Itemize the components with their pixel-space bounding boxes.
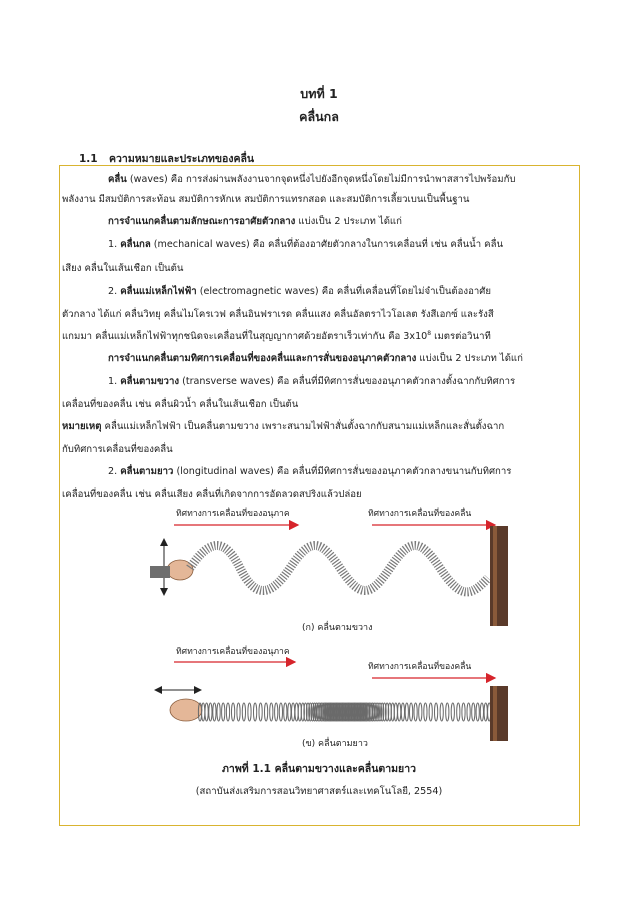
transverse-wave-illustration (150, 508, 510, 633)
fig-b-caption: (ข) คลื่นตามยาว (302, 739, 368, 749)
fig-a-particle-label: ทิศทางการเคลื่อนที่ของอนุภาค (176, 509, 290, 519)
classification-direction: การจำแนกคลื่นตามทิศการเคลื่อนที่ของคลื่นและการสั่นของอนุภาคตัวกลาง แบ่งเป็น 2 ประเภท ได้แก่ (108, 353, 523, 364)
note-line2: กับทิศการเคลื่อนที่ของคลื่น (62, 444, 173, 455)
fig-b-particle-label: ทิศทางการเคลื่อนที่ของอนุภาค (176, 647, 290, 657)
wall-block-b (490, 686, 508, 741)
mechanical-waves-line1: 1. คลื่นกล (mechanical waves) คือ คลื่นที่ต้องอาศัยตัวกลางในการเคลื่อนที่ เช่น คลื่นน้ำ คลื่น (108, 239, 504, 250)
para-waves-line1: คลื่น (waves) คือ การส่งผ่านพลังงานจากจุดหนึ่งไปยังอีกจุดหนึ่งโดยไม่มีการนำพาสสารไปพร้อมกับ (108, 174, 516, 185)
spring-wave (190, 546, 488, 592)
transverse-waves-line1: 1. คลื่นตามขวาง (transverse waves) คือ คลื่นที่มีทิศการสั่นของอนุภาคตัวกลางตั้งฉากกับทิศการ (108, 376, 516, 387)
em-waves-line1: 2. คลื่นแม่เหล็กไฟฟ้า (electromagnetic waves) คือ คลื่นที่เคลื่อนที่โดยไม่จำเป็นต้องอาศัย (108, 286, 491, 297)
chapter-number: บทที่ 1 (300, 86, 338, 101)
figure-transverse-wave (150, 508, 510, 633)
fig-a-caption: (ก) คลื่นตามขวาง (302, 623, 373, 633)
wall-block (490, 526, 508, 626)
figure-caption: ภาพที่ 1.1 คลื่นตามขวางและคลื่นตามยาว (222, 763, 416, 775)
em-waves-line2: ตัวกลาง ได้แก่ คลื่นวิทยุ คลื่นไมโครเวฟ คลื่นอินฟราเรด คลื่นแสง คลื่นอัลตราไวโอเลต รังสีเอกซ์ และรังสี (62, 309, 494, 320)
mechanical-waves-line2: เสียง คลื่นในเส้นเชือก เป็นต้น (62, 263, 184, 274)
note-line1: หมายเหตุ คลื่นแม่เหล็กไฟฟ้า เป็นคลื่นตามขวาง เพราะสนามไฟฟ้าสั่นตั้งฉากกับสนามแม่เหล็กและสั่นตั้งฉาก (62, 421, 505, 432)
sleeve-icon (150, 566, 170, 578)
transverse-waves-line2: เคลื่อนที่ของคลื่น เช่น คลื่นผิวน้ำ คลื่นในเส้นเชือก เป็นต้น (62, 399, 299, 410)
section-title: ความหมายและประเภทของคลื่น (109, 153, 255, 165)
figure-longitudinal-wave (150, 648, 510, 753)
em-waves-line3: แกมมา คลื่นแม่เหล็กไฟฟ้าทุกชนิดจะเคลื่อนที่ในสุญญากาศด้วยอัตราเร็วเท่ากัน คือ $3x10^8$ เมตรต่อวินาที (62, 329, 491, 342)
fig-b-wave-label: ทิศทางการเคลื่อนที่ของคลื่น (368, 662, 472, 672)
section-number: 1.1 (79, 153, 98, 165)
figure-source: (สถาบันส่งเสริมการสอนวิทยาศาสตร์และเทคโนโลยี, 2554) (195, 786, 443, 797)
fig-a-wave-label: ทิศทางการเคลื่อนที่ของคลื่น (368, 509, 472, 519)
compressed-spring (198, 703, 490, 721)
hand-icon-b (170, 699, 202, 721)
para-waves-line2: พลังงาน มีสมบัติการสะท้อน สมบัติการหักเห สมบัติการแทรกสอด และสมบัติการเลี้ยวเบนเป็นพื้นฐาน (62, 194, 470, 205)
longitudinal-waves-line2: เคลื่อนที่ของคลื่น เช่น คลื่นเสียง คลื่นที่เกิดจากการอัดลวดสปริงแล้วปล่อย (62, 489, 362, 500)
term-waves: คลื่น (108, 174, 127, 185)
chapter-title: คลื่นกล (299, 109, 339, 124)
longitudinal-waves-line1: 2. คลื่นตามยาว (longitudinal waves) คือ คลื่นที่มีทิศการสั่นของอนุภาคตัวกลางขนานกับทิศการ (108, 466, 512, 477)
classification-medium: การจำแนกคลื่นตามลักษณะการอาศัยตัวกลาง แบ่งเป็น 2 ประเภท ได้แก่ (108, 216, 402, 227)
